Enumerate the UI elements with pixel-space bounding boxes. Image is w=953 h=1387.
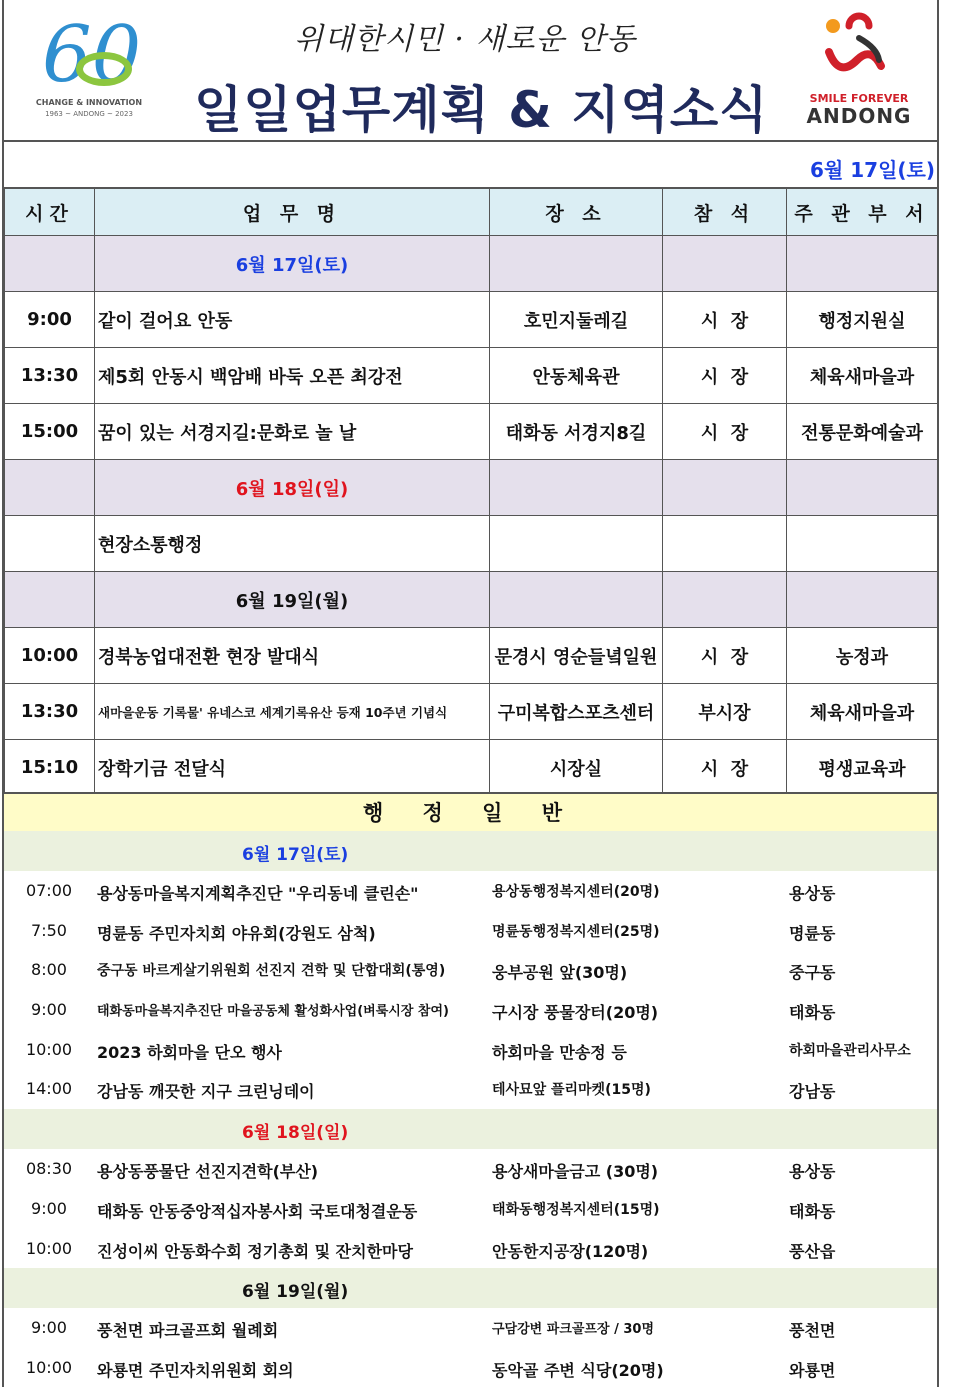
item-time: 9:00 — [31, 1198, 67, 1218]
item-time: 8:00 — [31, 960, 67, 980]
col-header-dept: 주 관 부 서 — [787, 189, 938, 236]
item-time: 10:00 — [25, 1357, 73, 1377]
item-name: 태화동 안동중앙적십자봉사회 국토대청결운동 — [97, 1201, 418, 1221]
item-name: 용상동풍물단 선진지견학(부산) — [97, 1162, 319, 1182]
general-day-row — [4, 1109, 937, 1149]
item-place: 테사묘앞 플리마켓(15명) — [492, 1082, 651, 1099]
list-item — [4, 1069, 937, 1109]
logo-years: 1963 ~ ANDONG ~ 2023 — [45, 110, 133, 118]
cell-place: 안동체육관 — [490, 348, 663, 404]
item-time: 10:00 — [25, 1238, 73, 1258]
general-day-row — [4, 831, 937, 871]
item-time: 08:30 — [25, 1159, 73, 1179]
list-item — [4, 1189, 937, 1229]
item-place: 웅부공원 앞(30명) — [492, 963, 628, 983]
day-row — [5, 236, 938, 292]
cell-dept: 체육새마을과 — [787, 684, 938, 740]
day-label: 6월 19일(월) — [95, 572, 490, 628]
list-item — [4, 1348, 937, 1387]
item-time: 14:00 — [25, 1079, 73, 1099]
anniversary-number: 60 — [42, 10, 142, 100]
list-item — [4, 1030, 937, 1070]
cell-task: 제5회 안동시 백암배 바둑 오픈 최강전 — [95, 348, 490, 404]
current-date: 6월 17일(토) — [810, 158, 935, 182]
item-dept: 태화동 — [789, 1003, 836, 1023]
item-dept: 하회마을관리사무소 — [789, 1042, 911, 1059]
cell-task: 현장소통행정 — [95, 516, 490, 572]
list-item — [4, 990, 937, 1030]
cell-task: 장학기금 전달식 — [95, 740, 490, 796]
item-dept: 용상동 — [789, 1162, 836, 1182]
item-name: 2023 하회마을 단오 행사 — [97, 1042, 282, 1062]
logo-caption: CHANGE & INNOVATION — [35, 98, 143, 107]
cell-place: 태화동 서경지8길 — [490, 404, 663, 460]
item-dept: 중구동 — [789, 963, 836, 983]
general-day-label: 6월 19일(월) — [242, 1282, 349, 1303]
table-row — [5, 516, 938, 572]
item-dept: 풍천면 — [789, 1321, 836, 1341]
item-place: 안동한지공장(120명) — [492, 1241, 649, 1261]
day-row — [5, 572, 938, 628]
cell-attend: 시 장 — [663, 628, 787, 684]
andong-mark-icon — [819, 12, 891, 84]
cell-time: 10:00 — [5, 628, 95, 684]
anniversary-logo — [34, 10, 144, 128]
cell-attend: 시 장 — [663, 348, 787, 404]
general-day-label: 6월 17일(토) — [242, 845, 349, 865]
andong-logo — [799, 12, 919, 132]
item-place: 용상동행정복지센터(20명) — [492, 884, 660, 900]
day-row — [5, 460, 938, 516]
item-place: 동악골 주변 식당(20명) — [492, 1360, 664, 1380]
item-name: 용상동마을복지계획추진단 "우리동네 클린손" — [97, 884, 419, 903]
cell-time: 9:00 — [5, 292, 95, 348]
general-section-title: 행 정 일 반 — [4, 792, 937, 833]
cell-dept: 행정지원실 — [787, 292, 938, 348]
cell-dept: 전통문화예술과 — [787, 404, 938, 460]
day-label: 6월 17일(토) — [95, 236, 490, 292]
cell-time — [5, 516, 95, 572]
day-label: 6월 18일(일) — [95, 460, 490, 516]
item-place: 용상새마을금고 (30명) — [492, 1162, 659, 1182]
general-list — [4, 831, 937, 1387]
list-item — [4, 1229, 937, 1269]
item-time: 9:00 — [31, 1318, 67, 1338]
cell-task: 같이 걸어요 안동 — [95, 292, 490, 348]
table-row — [5, 740, 938, 796]
item-dept: 와룡면 — [789, 1360, 836, 1380]
general-day-label: 6월 18일(일) — [242, 1123, 349, 1144]
cell-time: 13:30 — [5, 348, 95, 404]
item-name: 태화동마을복지추진단 마을공동체 활성화사업(벼룩시장 참여) — [97, 1004, 449, 1020]
cell-dept: 체육새마을과 — [787, 348, 938, 404]
item-dept: 강남동 — [789, 1082, 836, 1102]
item-time: 7:50 — [31, 920, 67, 940]
cell-attend: 부시장 — [663, 684, 787, 740]
cell-task: 새마을운동 기록물' 유네스코 세계기록유산 등재 10주년 기념식 — [95, 684, 490, 740]
table-row — [5, 348, 938, 404]
cell-place — [490, 516, 663, 572]
col-header-time: 시간 — [5, 189, 95, 236]
col-header-task: 업 무 명 — [95, 189, 490, 236]
list-item — [4, 1149, 937, 1189]
cell-attend: 시 장 — [663, 740, 787, 796]
document-page — [2, 0, 939, 1387]
cell-time: 15:00 — [5, 404, 95, 460]
item-name: 명륜동 주민자치회 야유회(강원도 삼척) — [97, 923, 376, 943]
cell-task: 경북농업대전환 현장 발대식 — [95, 628, 490, 684]
table-row — [5, 404, 938, 460]
document-header — [4, 0, 937, 142]
cell-time: 15:10 — [5, 740, 95, 796]
current-date-bar — [4, 142, 937, 189]
item-name: 와룡면 주민자치위원회 회의 — [97, 1360, 294, 1380]
cell-place: 시장실 — [490, 740, 663, 796]
page-title: 일일업무계획 & 지역소식 — [194, 81, 769, 139]
cell-attend — [663, 516, 787, 572]
item-dept: 태화동 — [789, 1201, 836, 1221]
item-place: 명륜동행정복지센터(25명) — [492, 923, 660, 940]
item-dept: 용상동 — [789, 884, 836, 903]
item-name: 진성이씨 안동화수회 정기총회 및 잔치한마당 — [97, 1241, 413, 1261]
cell-dept: 평생교육과 — [787, 740, 938, 796]
cell-place: 문경시 영순들녘일원 — [490, 628, 663, 684]
list-item — [4, 950, 937, 990]
table-row — [5, 628, 938, 684]
item-time: 10:00 — [25, 1039, 73, 1059]
item-place: 하회마을 만송정 등 — [492, 1042, 627, 1062]
cell-dept — [787, 516, 938, 572]
list-item — [4, 871, 937, 911]
cell-time: 13:30 — [5, 684, 95, 740]
cell-place: 구미복합스포츠센터 — [490, 684, 663, 740]
item-time: 9:00 — [31, 1000, 67, 1020]
general-day-row — [4, 1268, 937, 1308]
table-header-row — [5, 189, 938, 236]
table-row — [5, 684, 938, 740]
col-header-attend: 참 석 — [663, 189, 787, 236]
col-header-place: 장 소 — [490, 189, 663, 236]
cell-dept: 농정과 — [787, 628, 938, 684]
andong-logo-name: ANDONG — [806, 104, 912, 128]
item-name: 강남동 깨끗한 지구 크린닝데이 — [97, 1082, 315, 1102]
table-row — [5, 292, 938, 348]
item-time: 07:00 — [25, 881, 73, 900]
andong-logo-caption: SMILE FOREVER — [809, 92, 909, 105]
list-item — [4, 911, 937, 951]
item-name: 중구동 바르게살기위원회 선진지 견학 및 단합대회(통영) — [97, 963, 446, 980]
item-name: 풍천면 파크골프회 월례회 — [97, 1321, 279, 1341]
item-dept: 명륜동 — [789, 923, 836, 943]
list-item — [4, 1308, 937, 1348]
cell-place: 호민지둘레길 — [490, 292, 663, 348]
schedule-table — [4, 188, 938, 796]
cell-attend: 시 장 — [663, 404, 787, 460]
item-dept: 풍산읍 — [789, 1241, 836, 1261]
item-place: 구시장 풍물장터(20명) — [492, 1003, 659, 1023]
cell-attend: 시 장 — [663, 292, 787, 348]
infinity-loop-icon — [76, 52, 132, 86]
item-place: 태화동행정복지센터(15명) — [492, 1201, 660, 1218]
item-place: 구담강변 파크골프장 / 30명 — [492, 1322, 654, 1338]
cell-task: 꿈이 있는 서경지길:문화로 놀 날 — [95, 404, 490, 460]
slogan: 위대한시민 · 새로운 안동 — [294, 22, 636, 57]
